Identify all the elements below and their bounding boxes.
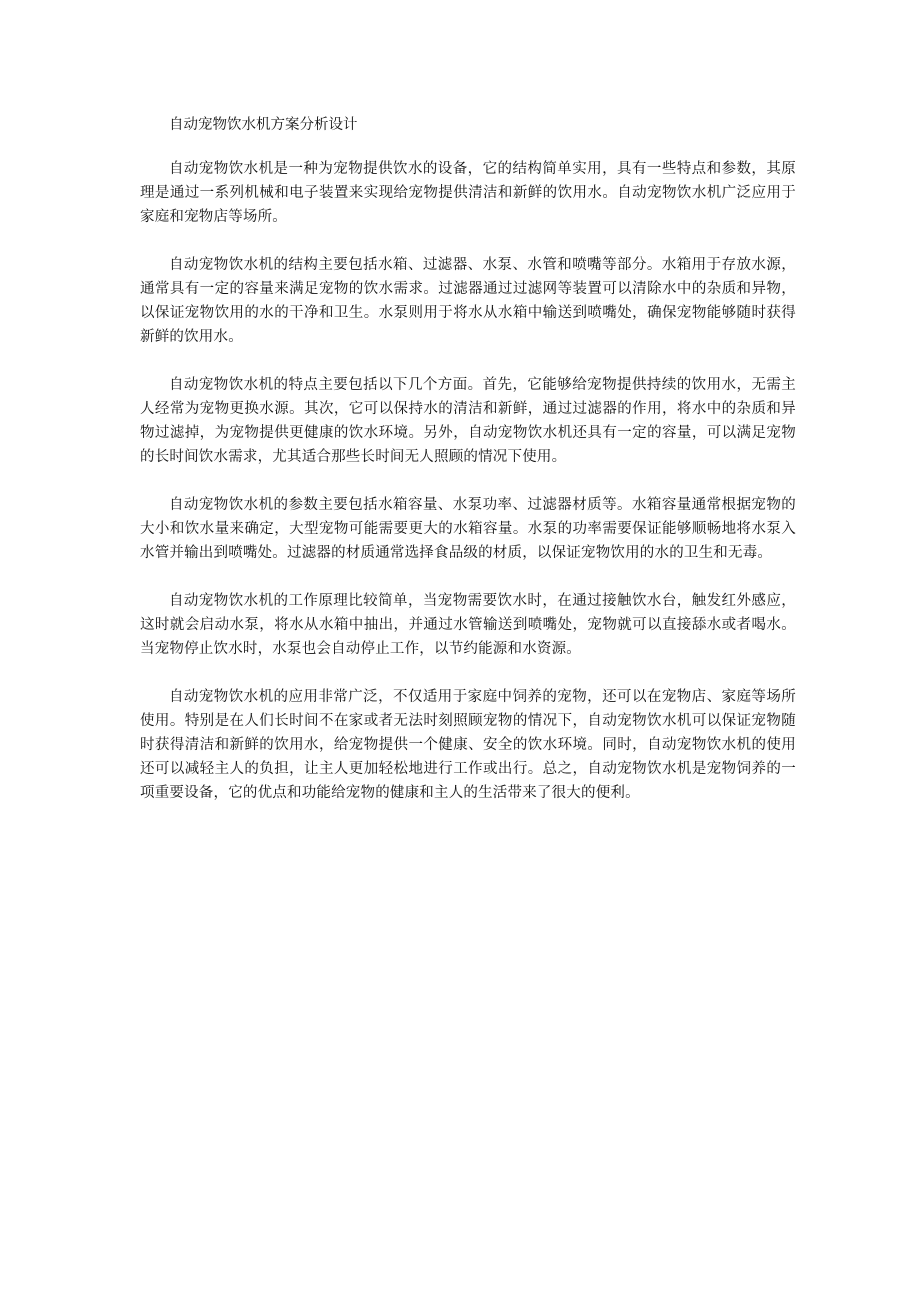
- paragraph-applications: 自动宠物饮水机的应用非常广泛，不仅适用于家庭中饲养的宠物，还可以在宠物店、家庭等场所使用。特别是在人们长时间不在家或者无法时刻照顾宠物的情况下，自动宠物饮水机可以保证宠物随时获得清洁和新鲜的饮用水，给宠物提供一个健康、安全的饮水环境。同时，自动宠物饮水机的使用还可以减轻主人的负担，让主人更加轻松地进行工作或出行。总之，自动宠物饮水机是宠物饲养的一项重要设备，它的优点和功能给宠物的健康和主人的生活带来了很大的便利。: [140, 689, 796, 801]
- paragraph-working-principle: 自动宠物饮水机的工作原理比较简单，当宠物需要饮水时，在通过接触饮水台，触发红外感应，这时就会启动水泵，将水从水箱中抽出，并通过水管输送到喷嘴处，宠物就可以直接舔水或者喝水。当宠物停止饮水时，水泵也会自动停止工作，以节约能源和水资源。: [140, 593, 796, 657]
- document-body: [140, 113, 796, 829]
- paragraph-features: 自动宠物饮水机的特点主要包括以下几个方面。首先，它能够给宠物提供持续的饮用水，无需主人经常为宠物更换水源。其次，它可以保持水的清洁和新鲜，通过过滤器的作用，将水中的杂质和异物过滤掉，为宠物提供更健康的饮水环境。另外，自动宠物饮水机还具有一定的容量，可以满足宠物的长时间饮水需求，尤其适合那些长时间无人照顾的情况下使用。: [140, 377, 796, 465]
- paragraph-structure: 自动宠物饮水机的结构主要包括水箱、过滤器、水泵、水管和喷嘴等部分。水箱用于存放水源，通常具有一定的容量来满足宠物的饮水需求。过滤器通过过滤网等装置可以清除水中的杂质和异物，以保证宠物饮用的水的干净和卫生。水泵则用于将水从水箱中输送到喷嘴处，确保宠物能够随时获得新鲜的饮用水。: [140, 257, 796, 345]
- paragraph-intro: 自动宠物饮水机是一种为宠物提供饮水的设备，它的结构简单实用，具有一些特点和参数，其原理是通过一系列机械和电子装置来实现给宠物提供清洁和新鲜的饮用水。自动宠物饮水机广泛应用于家庭和宠物店等场所。: [140, 161, 796, 225]
- paragraph-parameters: 自动宠物饮水机的参数主要包括水箱容量、水泵功率、过滤器材质等。水箱容量通常根据宠物的大小和饮水量来确定，大型宠物可能需要更大的水箱容量。水泵的功率需要保证能够顺畅地将水泵入水管并输出到喷嘴处。过滤器的材质通常选择食品级的材质，以保证宠物饮用的水的卫生和无毒。: [140, 497, 796, 561]
- document-title: 自动宠物饮水机方案分析设计: [169, 117, 358, 133]
